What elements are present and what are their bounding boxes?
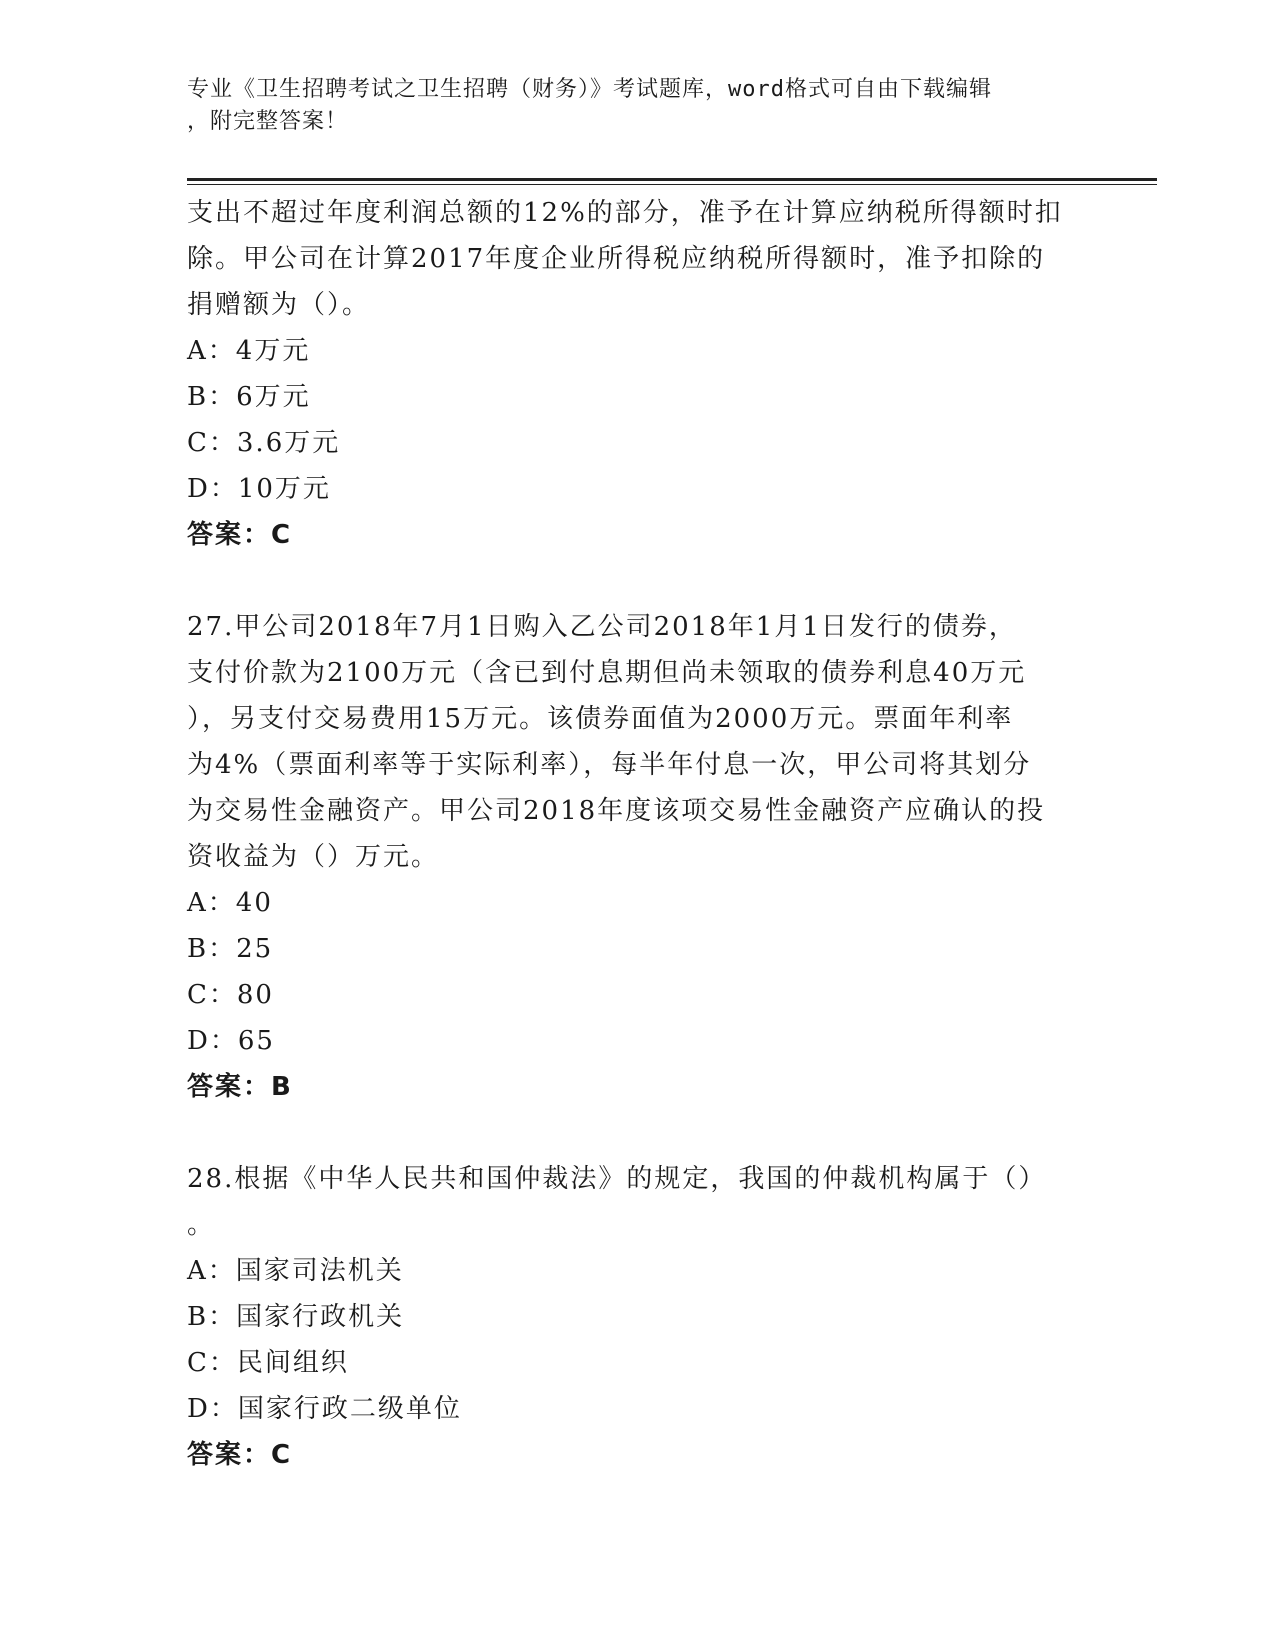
question-26-option-c: C：3.6万元 [187,428,341,458]
question-28-answer: 答案：C [187,1440,293,1470]
question-28-option-c: C：民间组织 [187,1348,349,1378]
header-line-1: 专业《卫生招聘考试之卫生招聘（财务）》考试题库，word格式可自由下载编辑 [187,77,992,102]
question-27-option-b: B：25 [187,934,274,964]
header-rule-thin [187,184,1157,185]
question-26-line-2: 除。甲公司在计算2017年度企业所得税应纳税所得额时，准予扣除的 [187,244,1046,274]
question-27-line-3: ），另支付交易费用15万元。该债券面值为2000万元。票面年利率 [187,704,1014,734]
question-list [187,190,1087,1478]
spacer [187,558,1087,604]
question-27-answer: 答案：B [187,1072,293,1102]
question-26-option-b: B：6万元 [187,382,311,412]
question-27-line-2: 支付价款为2100万元（含已到付息期但尚未领取的债券利息40万元 [187,658,1027,688]
question-28-option-b: B：国家行政机关 [187,1302,405,1332]
question-26-option-a: A：4万元 [187,336,311,366]
question-28-option-a: A：国家司法机关 [187,1256,404,1286]
question-27-option-d: D：65 [187,1026,275,1056]
question-26 [187,190,1087,558]
question-26-answer: 答案：C [187,520,293,550]
question-26-line-1: 支出不超过年度利润总额的12%的部分，准予在计算应纳税所得额时扣 [187,198,1063,228]
question-27-option-a: A：40 [187,888,273,918]
question-27-option-c: C：80 [187,980,274,1010]
question-27 [187,604,1087,1110]
question-26-option-d: D：10万元 [187,474,331,504]
question-26-line-3: 捐赠额为（）。 [187,290,371,320]
question-27-line-4: 为4%（票面利率等于实际利率），每半年付息一次，甲公司将其划分 [187,750,1032,780]
spacer [187,1110,1087,1156]
question-28-option-d: D：国家行政二级单位 [187,1394,462,1424]
question-27-line-6: 资收益为（）万元。 [187,842,440,872]
header-rule-thick [187,178,1157,181]
document-header [187,74,1087,138]
question-28-line-1: 28.根据《中华人民共和国仲裁法》的规定，我国的仲裁机构属于（） [187,1164,1047,1194]
question-27-line-5: 为交易性金融资产。甲公司2018年度该项交易性金融资产应确认的投 [187,796,1046,826]
question-28-line-2: 。 [187,1210,216,1240]
header-line-2: ，附完整答案！ [187,109,349,134]
question-28 [187,1156,1087,1478]
question-27-line-1: 27.甲公司2018年7月1日购入乙公司2018年1月1日发行的债券， [187,612,1017,642]
